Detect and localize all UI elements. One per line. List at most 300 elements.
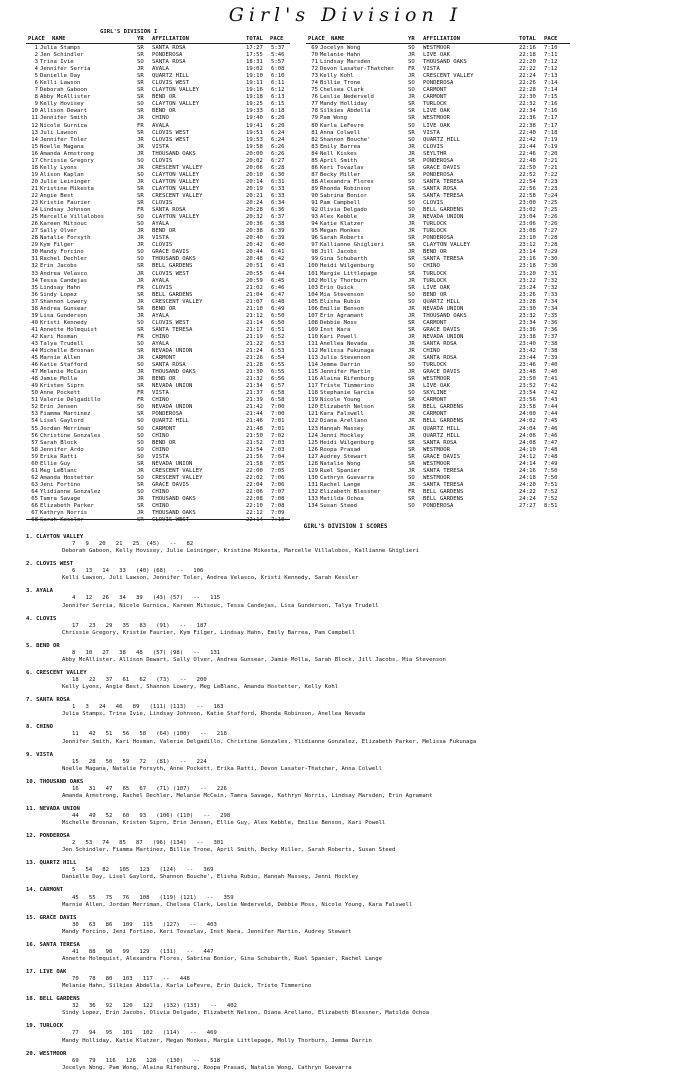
pace-cell: 7:44 (544, 404, 558, 411)
runner-name: Jemma Darrin (320, 362, 361, 369)
affiliation-cell: WESTMOOR (423, 446, 450, 453)
total-time: 21:19 (246, 333, 263, 340)
runner-name: Kristi Kennedy (40, 319, 88, 326)
result-row (306, 306, 576, 313)
total-time: 22:32 (519, 101, 536, 108)
pace-cell: 7:50 (544, 474, 558, 481)
total-time: 21:12 (246, 312, 263, 319)
runner-name: Sabrina Bonior (320, 192, 368, 199)
affiliation-cell: CLOVIS (152, 200, 173, 207)
affiliation-cell: SANTA TERESA (423, 481, 464, 488)
total-time: 19:02 (246, 66, 263, 73)
place-cell: 87 (311, 171, 318, 178)
year-cell: JR (408, 52, 415, 59)
team-header (26, 1023, 646, 1030)
affiliation-cell: QUARTZ HILL (423, 298, 461, 305)
team-runners: Amanda Armstrong, Rachel Dechler, Melanie McCain, Tamra Savage, Kathryn Norris, Lindsay Marsden, Erin Agramant (62, 792, 433, 799)
year-cell: SO (137, 157, 144, 164)
team-name: WESTMOOR (39, 1050, 67, 1057)
runner-name: Kathryn Norris (40, 510, 88, 517)
team-scores: 11 42 51 56 58 (64) (100) -- 218 (72, 731, 227, 738)
result-row (306, 376, 576, 383)
result-row (306, 52, 576, 59)
runner-name: Sally Olver (40, 228, 78, 235)
team-name: THOUSAND OAKS (39, 778, 84, 785)
affiliation-cell: SANTA ROSA (423, 355, 457, 362)
team-rank: 13. (26, 860, 37, 867)
place-cell: 107 (307, 312, 318, 319)
year-cell: SR (408, 157, 415, 164)
place-cell: 77 (311, 101, 318, 108)
team-header (26, 670, 646, 677)
affiliation-cell: CHINO (152, 488, 169, 495)
team-rank: 17. (26, 969, 37, 975)
result-row (26, 45, 296, 52)
total-time: 22:34 (519, 108, 536, 115)
pace-cell: 7:01 (271, 425, 285, 432)
year-cell: JR (408, 305, 415, 312)
result-row (26, 510, 296, 517)
team-rank: 16. (26, 941, 37, 948)
place-cell: 5 (34, 73, 38, 80)
total-time: 20:19 (246, 185, 263, 192)
result-row (26, 130, 296, 137)
affiliation-cell: CRESCENT VALLEY (152, 298, 203, 305)
team-rank: 18. (26, 996, 37, 1003)
place-cell: 27 (31, 228, 38, 235)
year-cell: SR (137, 460, 144, 467)
result-row (306, 172, 576, 179)
result-row (26, 440, 296, 447)
result-row (306, 101, 576, 108)
total-time: 24:08 (519, 439, 536, 446)
pace-cell: 7:14 (544, 87, 558, 94)
header-total-right: TOTAL (519, 36, 536, 42)
runner-name: Shannon Bouche' (320, 136, 371, 143)
total-time: 24:00 (519, 411, 536, 418)
year-cell: SR (137, 305, 144, 312)
pace-cell: 6:49 (271, 305, 285, 312)
result-row (26, 108, 296, 115)
total-time: 22:26 (519, 80, 536, 87)
year-cell: JR (408, 221, 415, 228)
result-row (26, 496, 296, 503)
runner-name: Kelly Kohl (320, 73, 354, 80)
pace-cell: 6:08 (271, 66, 285, 73)
total-time: 23:38 (519, 333, 536, 340)
total-time: 21:30 (246, 369, 263, 376)
result-row (306, 292, 576, 299)
affiliation-cell: QUARTZ HILL (152, 418, 190, 425)
affiliation-cell: CLAYTON VALLEY (152, 214, 200, 221)
team-scores: 18 22 37 61 62 (73) -- 200 (72, 677, 207, 684)
year-cell: SO (408, 298, 415, 305)
place-cell: 115 (307, 369, 318, 376)
total-time: 23:18 (519, 263, 536, 270)
place-cell: 60 (31, 460, 38, 467)
place-cell: 130 (307, 474, 318, 481)
affiliation-cell: TURLOCK (423, 362, 447, 369)
year-cell: JR (408, 418, 415, 425)
runner-name: Roopa Prasad (320, 446, 361, 453)
pace-cell: 7:06 (271, 481, 285, 488)
affiliation-cell: SANTA ROSA (152, 45, 186, 51)
result-row (26, 292, 296, 299)
affiliation-cell: BELL GARDENS (423, 496, 464, 502)
affiliation-cell: TURLOCK (423, 270, 447, 277)
team-score-block (26, 588, 646, 615)
result-row (26, 362, 296, 369)
pace-cell: 7:29 (544, 249, 558, 256)
affiliation-cell: PONDEROSA (423, 235, 454, 242)
total-time: 27:27 (519, 503, 536, 510)
pace-cell: 7:12 (544, 66, 558, 73)
runner-name: Amanda Armstrong (40, 150, 94, 157)
affiliation-cell: VISTA (152, 235, 169, 242)
runner-name: Natalie Wong (320, 460, 361, 467)
total-time: 24:06 (519, 432, 536, 439)
header-total-left: TOTAL (246, 36, 263, 42)
total-time: 19:58 (246, 143, 263, 150)
year-cell: SO (408, 503, 415, 510)
total-time: 20:44 (246, 249, 263, 256)
result-row (306, 489, 576, 496)
year-cell: SO (137, 439, 144, 446)
place-cell: 86 (311, 164, 318, 171)
header-pace-right: PACE (544, 36, 558, 42)
affiliation-cell: BELL GARDENS (423, 488, 464, 495)
place-cell: 34 (31, 277, 38, 284)
place-cell: 6 (34, 80, 38, 87)
year-cell: FR (137, 207, 144, 214)
team-runners: Marnie Allen, Jordan Merriman, Chelsea Clark, Leslie Nederveld, Debbie Moss, Nicole Young, Kara Falswell (62, 901, 413, 908)
pace-cell: 6:33 (271, 185, 285, 192)
result-row (306, 426, 576, 433)
team-scores: 77 94 95 101 102 (114) -- 469 (72, 1030, 217, 1037)
runner-name: Ruel Spanier (320, 467, 361, 474)
year-cell: JR (408, 333, 415, 340)
pace-cell: 7:42 (544, 383, 558, 390)
affiliation-cell: AYALA (152, 221, 169, 228)
year-cell: JR (408, 411, 415, 418)
pace-cell: 7:10 (544, 45, 558, 51)
pace-cell: 6:52 (271, 333, 285, 340)
result-row (26, 151, 296, 158)
pace-cell: 7:45 (544, 418, 558, 425)
pace-cell: 7:48 (544, 446, 558, 453)
total-time: 23:04 (519, 214, 536, 221)
year-cell: SR (408, 326, 415, 333)
runner-name: Kristie Faurier (40, 200, 91, 207)
team-header (26, 942, 646, 949)
place-cell: 44 (31, 348, 38, 355)
affiliation-cell: CRESCENT VALLEY (152, 467, 203, 474)
runner-name: Fiamma Martinez (40, 411, 91, 418)
result-row (306, 242, 576, 249)
year-cell: JR (408, 369, 415, 376)
place-cell: 8 (34, 94, 38, 101)
place-cell: 103 (307, 284, 318, 291)
year-cell: SO (408, 87, 415, 94)
total-time: 23:24 (519, 284, 536, 291)
runner-name: Margie Littlepage (320, 270, 378, 277)
total-time: 23:50 (519, 376, 536, 383)
result-row (26, 94, 296, 101)
affiliation-cell: CLAYTON VALLEY (152, 101, 200, 108)
pace-cell: 7:40 (544, 369, 558, 376)
year-cell: JR (137, 178, 144, 185)
runner-name: Marcelle Villalobos (40, 214, 104, 221)
runner-name: Debbie Moss (320, 319, 358, 326)
total-time: 21:32 (246, 376, 263, 383)
pace-cell: 6:40 (271, 242, 285, 249)
affiliation-cell: GRACE DAVIS (423, 369, 461, 376)
runner-name: Natalie Forsyth (40, 235, 91, 242)
place-cell: 20 (31, 178, 38, 185)
place-cell: 85 (311, 157, 318, 164)
place-cell: 105 (307, 298, 318, 305)
pace-cell: 7:40 (544, 362, 558, 369)
pace-cell: 7:46 (544, 425, 558, 432)
affiliation-cell: NEVADA UNION (423, 333, 464, 340)
total-time: 22:08 (246, 496, 263, 502)
result-row (306, 59, 576, 66)
year-cell: SO (137, 249, 144, 256)
affiliation-cell: BEND OR (152, 439, 176, 446)
result-row (306, 433, 576, 440)
year-cell: SR (408, 496, 415, 502)
year-cell: SR (137, 326, 144, 333)
year-cell: SO (408, 263, 415, 270)
pace-cell: 6:56 (271, 376, 285, 383)
pace-cell: 7:37 (544, 333, 558, 340)
affiliation-cell: GRACE DAVIS (423, 326, 461, 333)
affiliation-cell: CLOVIS (423, 200, 444, 207)
total-time: 23:28 (519, 298, 536, 305)
year-cell: JR (408, 467, 415, 474)
runner-name: Jeni Fortino (40, 481, 81, 488)
team-name: LIVE OAK (39, 969, 67, 975)
total-time: 22:40 (519, 129, 536, 136)
team-scores: 16 31 47 65 67 (71) (107) -- 226 (72, 785, 227, 792)
year-cell: FR (137, 333, 144, 340)
runner-name: Kareen Mitsouc (40, 221, 88, 228)
runner-name: Kristen Siprn (40, 383, 84, 390)
year-cell: JR (137, 66, 144, 73)
affiliation-cell: SANTA ROSA (152, 207, 186, 214)
place-cell: 99 (311, 256, 318, 263)
team-name: TURLOCK (39, 1023, 64, 1030)
runner-name: Karla LeFevre (320, 122, 364, 129)
total-time: 22:06 (246, 488, 263, 495)
header-place-right: PLACE (308, 36, 325, 42)
affiliation-cell: LIVE OAK (423, 383, 450, 390)
runner-name: Anna Colwell (320, 129, 361, 136)
runner-name: Sarah Block (40, 439, 78, 446)
pace-cell: 7:10 (271, 517, 285, 524)
total-time: 22:28 (519, 87, 536, 94)
year-cell: JR (408, 150, 415, 157)
team-score-block (26, 561, 646, 588)
result-row (306, 263, 576, 270)
place-cell: 114 (307, 362, 318, 369)
place-cell: 83 (311, 143, 318, 150)
result-row (306, 115, 576, 122)
affiliation-cell: CLOVIS WEST (152, 136, 190, 143)
pace-cell: 7:27 (544, 228, 558, 235)
runner-name: Inst Wara (320, 326, 351, 333)
affiliation-cell: CLOVIS (423, 143, 444, 150)
pace-cell: 6:39 (271, 228, 285, 235)
team-rank: 6. (26, 669, 33, 676)
team-runners: Melanie Hahn, Silkies Abdella, Karla LeFevre, Erin Quick, Triste Timmerino (62, 983, 312, 990)
result-row (306, 228, 576, 235)
place-cell: 36 (31, 291, 38, 298)
pace-cell: 6:27 (271, 157, 285, 164)
place-cell: 100 (307, 263, 318, 270)
pace-cell: 7:09 (271, 510, 285, 517)
place-cell: 54 (31, 418, 38, 425)
affiliation-cell: CLAYTON VALLEY (423, 242, 471, 249)
result-row (26, 341, 296, 348)
year-cell: JR (137, 277, 144, 284)
place-cell: 94 (311, 221, 318, 228)
year-cell: SR (408, 284, 415, 291)
runner-name: Mandy Forcino (40, 249, 84, 256)
year-cell: SR (137, 45, 144, 51)
pace-cell: 6:24 (271, 129, 285, 136)
pace-cell: 7:32 (544, 277, 558, 284)
runner-name: Olivia Delgado (320, 207, 368, 214)
team-score-block (26, 670, 646, 697)
result-row (26, 426, 296, 433)
affiliation-cell: CHINO (423, 263, 440, 270)
total-time: 21:42 (246, 404, 263, 411)
pace-cell: 7:25 (544, 200, 558, 207)
runner-name: Alison Kaplan (40, 171, 84, 178)
team-scores: 69 79 116 126 128 (130) -- 518 (72, 1057, 221, 1064)
runner-name: Kari Powell (320, 333, 358, 340)
year-cell: SR (408, 439, 415, 446)
year-cell: JR (137, 510, 144, 517)
affiliation-cell: AYALA (152, 340, 169, 347)
affiliation-cell: CLAYTON VALLEY (152, 87, 200, 94)
affiliation-cell: SANTA TERESA (423, 178, 464, 185)
runner-name: Kristine Mikesta (40, 185, 94, 192)
affiliation-cell: CARMONT (423, 87, 447, 94)
year-cell: JR (408, 277, 415, 284)
pace-cell: 6:58 (271, 390, 285, 397)
total-time: 17:27 (246, 45, 263, 51)
result-row (306, 327, 576, 334)
team-name: VISTA (36, 751, 53, 758)
result-row (306, 179, 576, 186)
team-rank: 12. (26, 833, 37, 840)
runner-name: Julie Leininger (40, 178, 91, 185)
result-row (306, 165, 576, 172)
result-row (26, 418, 296, 425)
result-row (306, 45, 576, 52)
pace-cell: 7:08 (271, 496, 285, 502)
team-scores: 32 36 92 120 122 (132) (133) -- 402 (72, 1003, 238, 1010)
team-scores: 30 63 86 109 115 (127) -- 403 (72, 921, 217, 928)
place-cell: 96 (311, 235, 318, 242)
team-runners: Deborah Gaboon, Kelly Hovisey, Julie Leininger, Kristine Mikesta, Marcelle Villalobos, Kallianne Ghiglieri (62, 548, 419, 555)
total-time: 21:56 (246, 453, 263, 460)
runner-name: Erin Jensen (40, 404, 78, 411)
place-cell: 112 (307, 348, 318, 355)
year-cell: JR (408, 249, 415, 256)
affiliation-cell: LIVE OAK (423, 108, 450, 115)
total-time: 22:04 (246, 481, 263, 488)
runner-name: Mandy Holliday (320, 101, 368, 108)
place-cell: 98 (311, 249, 318, 256)
year-cell: SO (408, 207, 415, 214)
total-time: 22:48 (519, 157, 536, 164)
pace-cell: 7:16 (544, 108, 558, 115)
pace-cell: 7:22 (544, 171, 558, 178)
year-cell: JR (137, 467, 144, 474)
place-cell: 80 (311, 122, 318, 129)
year-cell: SR (137, 52, 144, 59)
runner-name: Kym Filger (40, 242, 74, 249)
place-cell: 29 (31, 242, 38, 249)
total-time: 24:16 (519, 467, 536, 474)
year-cell: SR (408, 235, 415, 242)
result-row (306, 66, 576, 73)
team-header (26, 833, 646, 840)
place-cell: 81 (311, 129, 318, 136)
team-name: SANTA TERESA (39, 941, 80, 948)
runner-name: Annette Holmquist (40, 326, 98, 333)
place-cell: 59 (31, 453, 38, 460)
pace-cell: 7:28 (544, 235, 558, 242)
year-cell: SO (137, 59, 144, 66)
affiliation-cell: THOUSAND OAKS (152, 256, 196, 263)
affiliation-cell: CLOVIS WEST (152, 270, 190, 277)
result-row (26, 327, 296, 334)
pace-cell: 7:52 (544, 488, 558, 495)
year-cell: FR (137, 122, 144, 129)
place-cell: 91 (311, 200, 318, 207)
runner-name: Lindsay Johnson (40, 207, 91, 214)
team-scores: 70 78 80 103 117 -- 448 (72, 976, 190, 983)
result-row (306, 482, 576, 489)
affiliation-cell: QUARTZ HILL (152, 73, 190, 80)
affiliation-cell: VISTA (152, 453, 169, 460)
team-rank: 2. (26, 561, 33, 568)
total-time: 20:06 (246, 164, 263, 171)
pace-cell: 6:46 (271, 284, 285, 291)
runner-name: Rhonda Robinson (320, 185, 371, 192)
pace-cell: 6:41 (271, 249, 285, 256)
total-time: 20:02 (246, 157, 263, 164)
team-rank: 15. (26, 914, 37, 921)
result-row (26, 165, 296, 172)
team-runners: Michelle Brosnan, Kristen Siprn, Erin Jensen, Ellie Guy, Alex Kebble, Emilie Benson, Kari Powell (62, 820, 386, 827)
place-cell: 52 (31, 404, 38, 411)
page-title: Girl's Division I (228, 4, 463, 26)
place-cell: 26 (31, 221, 38, 228)
place-cell: 89 (311, 185, 318, 192)
team-name: GRACE DAVIS (39, 914, 77, 921)
pace-cell: 7:21 (544, 164, 558, 171)
result-row (26, 87, 296, 94)
pace-cell: 7:34 (544, 305, 558, 312)
result-row (26, 207, 296, 214)
pace-cell: 7:39 (544, 355, 558, 362)
result-row (26, 489, 296, 496)
